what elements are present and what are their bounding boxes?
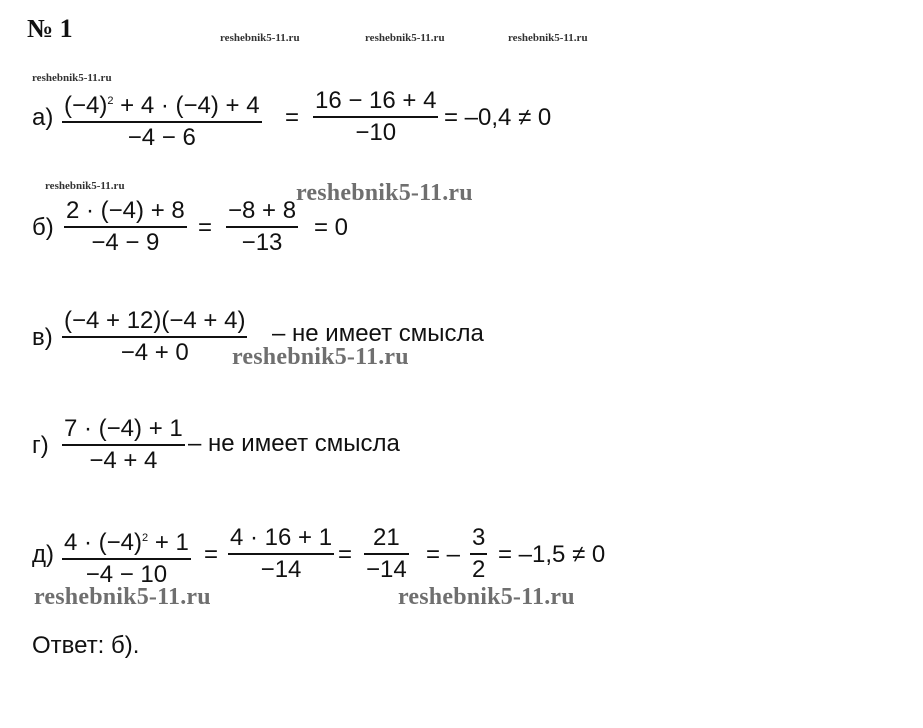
equals-d3: = – — [426, 541, 461, 568]
watermark-big-2: reshebnik5-11.ru — [232, 344, 409, 370]
fraction-d3 — [364, 523, 409, 585]
equals-a1: = — [285, 104, 300, 131]
label-v: в) — [32, 324, 53, 351]
fraction-a1 — [62, 86, 262, 153]
result-v: – не имеет смысла — [272, 320, 484, 347]
denominator-d2: −14 — [260, 555, 302, 583]
denominator-v1: −4 + 0 — [120, 338, 189, 366]
numerator-d4: 3 — [472, 524, 486, 551]
denominator-a2: −10 — [355, 118, 397, 146]
numerator-a1: $(-4)^2 + 4 \cdot (-4) + 4$ — [64, 92, 260, 119]
equals-b1: = — [198, 214, 213, 241]
denominator-b2: −13 — [241, 228, 283, 256]
fraction-a2 — [313, 86, 438, 148]
denominator-d4: 2 — [472, 555, 486, 583]
numerator-b1: 2 · (−4) + 8 — [66, 197, 185, 224]
watermark-top-1: reshebnik5-11.ru — [220, 32, 300, 44]
fraction-b1 — [64, 196, 187, 258]
numerator-d3: 21 — [373, 524, 400, 551]
watermark-big-1: reshebnik5-11.ru — [296, 180, 473, 206]
fraction-d2 — [228, 523, 334, 585]
result-g: – не имеет смысла — [188, 430, 400, 457]
watermark-a: reshebnik5-11.ru — [32, 72, 112, 84]
fraction-d4 — [470, 523, 487, 585]
watermark-top-3: reshebnik5-11.ru — [508, 32, 588, 44]
numerator-b2: −8 + 8 — [228, 197, 297, 224]
watermark-b: reshebnik5-11.ru — [45, 180, 125, 192]
label-b: б) — [32, 214, 54, 241]
answer: Ответ: б). — [32, 632, 140, 659]
result-b: = 0 — [314, 214, 349, 241]
label-g: г) — [32, 432, 49, 459]
numerator-g1: 7 · (−4) + 1 — [64, 415, 183, 442]
fraction-d1 — [62, 523, 191, 590]
equals-d1: = — [204, 541, 219, 568]
fraction-v1 — [62, 306, 247, 368]
watermark-top-2: reshebnik5-11.ru — [365, 32, 445, 44]
label-a: а) — [32, 104, 54, 131]
fraction-g1 — [62, 414, 185, 476]
denominator-g1: −4 + 4 — [89, 446, 158, 474]
fraction-b2 — [226, 196, 298, 258]
label-d: д) — [32, 541, 54, 568]
denominator-a1: −4 − 6 — [127, 123, 196, 151]
numerator-d2: 4 · 16 + 1 — [230, 524, 333, 551]
numerator-d1: $4 \cdot (-4)^2 + 1$ — [64, 529, 189, 556]
denominator-d1: −4 − 10 — [85, 560, 168, 588]
result-d: = –1,5 ≠ 0 — [498, 541, 606, 568]
watermark-big-3: reshebnik5-11.ru — [34, 584, 211, 610]
equals-d2: = — [338, 541, 353, 568]
watermark-big-4: reshebnik5-11.ru — [398, 584, 575, 610]
denominator-b1: −4 − 9 — [91, 228, 160, 256]
denominator-d3: −14 — [366, 555, 407, 583]
problem-number: № 1 — [27, 14, 73, 43]
numerator-a2: 16 − 16 + 4 — [315, 87, 437, 114]
result-a: = –0,4 ≠ 0 — [444, 104, 552, 131]
numerator-v1: (−4 + 12)(−4 + 4) — [64, 307, 246, 334]
